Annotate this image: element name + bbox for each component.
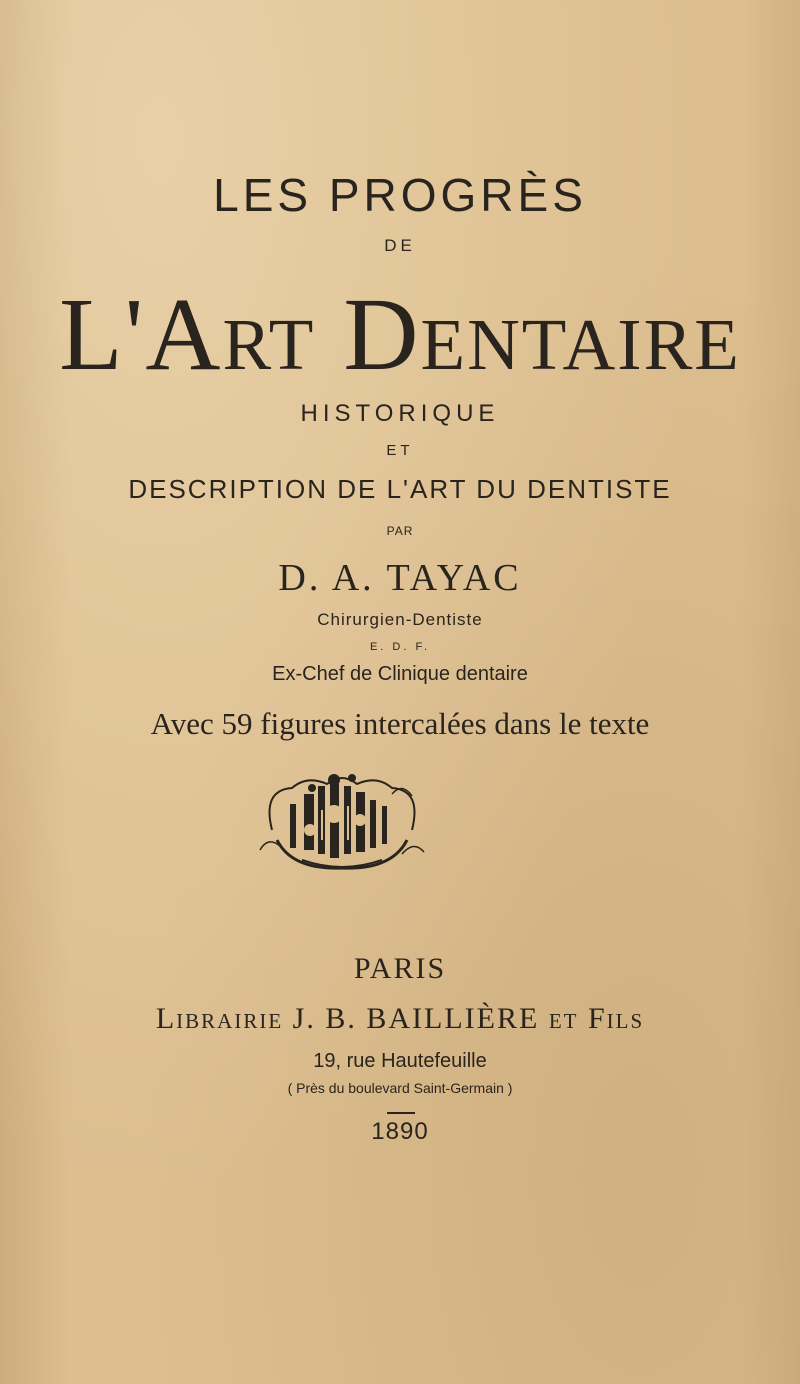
author-degree: E. D. F.	[369, 641, 431, 653]
imprint-city: PARIS	[353, 952, 447, 985]
subtitle-historique: HISTORIQUE	[300, 400, 500, 427]
heading-de: DE	[384, 236, 416, 255]
author-name: D. A. TAYAC	[278, 557, 522, 599]
publisher-emblem-icon	[252, 770, 432, 872]
imprint-publisher: Librairie J. B. BAILLIÈRE et Fils	[155, 1002, 645, 1035]
imprint-year: 1890	[371, 1118, 429, 1145]
by-line: PAR	[386, 524, 414, 538]
subtitle-et: ET	[386, 442, 414, 459]
subtitle-description: DESCRIPTION DE L'ART DU DENTISTE	[128, 474, 672, 504]
author-former-title: Ex-Chef de Clinique dentaire	[272, 663, 528, 685]
book-title: L'Art Dentaire	[59, 277, 741, 392]
author-title: Chirurgien-Dentiste	[317, 610, 483, 629]
heading-progres: LES PROGRÈS	[213, 169, 587, 221]
divider	[387, 1112, 415, 1114]
imprint-address-note: ( Près du boulevard Saint-Germain )	[287, 1080, 513, 1096]
imprint-address: 19, rue Hautefeuille	[313, 1050, 487, 1072]
figures-note: Avec 59 figures intercalées dans le texte	[150, 706, 650, 741]
